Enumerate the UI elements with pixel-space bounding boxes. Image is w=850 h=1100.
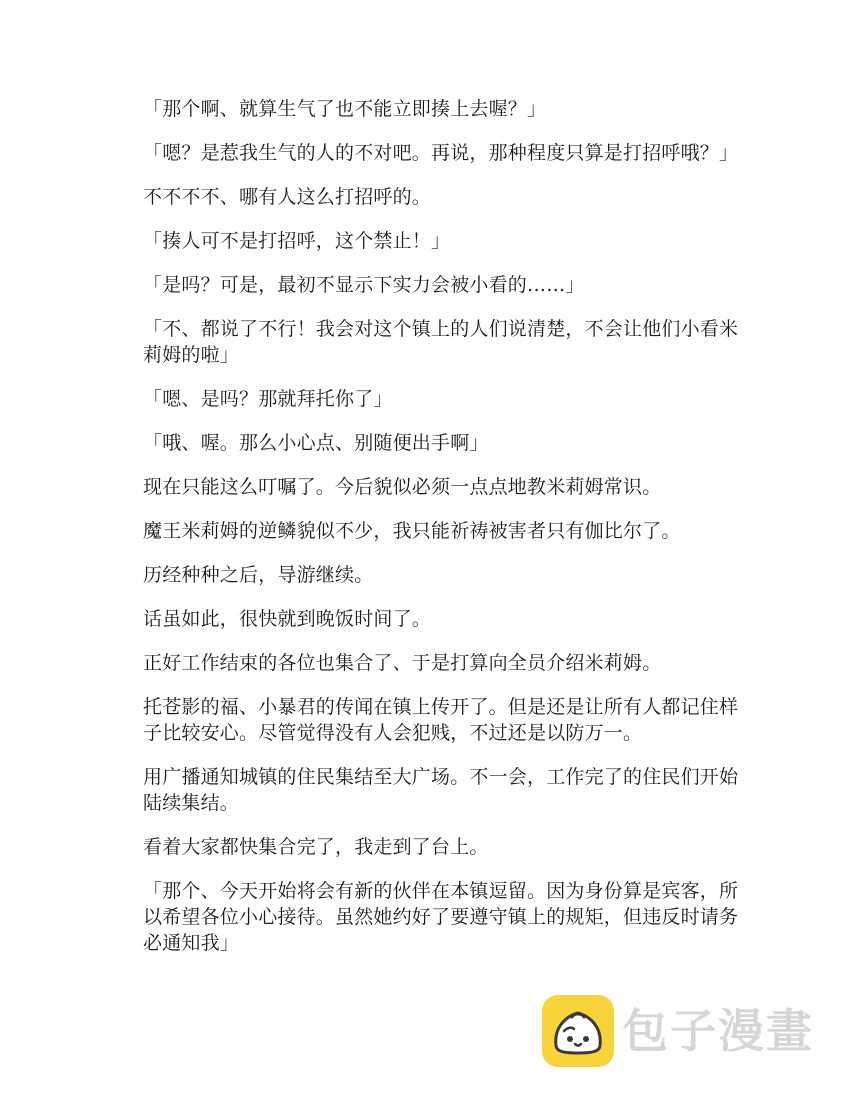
paragraph-14: 托苍影的福、小暴君的传闻在镇上传开了。但是还是让所有人都记住样子比较安心。尽管觉得没有人会犯贱，不过还是以防万一。 (143, 696, 739, 744)
paragraph-17: 「那个、今天开始将会有新的伙伴在本镇逗留。因为身份算是宾客，所以希望各位小心接待。虽然她约好了要遵守镇上的规矩，但违反时请务必通知我」 (143, 880, 739, 954)
paragraph-9: 现在只能这么叮嘱了。今后貌似必须一点点地教米莉姆常识。 (143, 476, 662, 498)
paragraph-5: 「是吗？可是，最初不显示下实力会被小看的……」 (143, 274, 585, 296)
watermark (542, 995, 822, 1067)
paragraph-6: 「不、都说了不行！我会对这个镇上的人们说清楚，不会让他们小看米莉姆的啦」 (143, 318, 739, 366)
paragraph-12: 话虽如此，很快就到晚饭时间了。 (143, 608, 432, 630)
paragraph-3: 不不不不、哪有人这么打招呼的。 (143, 186, 432, 208)
paragraph-11: 历经种种之后，导游继续。 (143, 564, 374, 586)
bun-mascot-icon (542, 995, 614, 1067)
paragraph-1: 「那个啊、就算生气了也不能立即揍上去喔？」 (143, 98, 547, 120)
watermark-text: 包子漫畫 (622, 1004, 814, 1058)
text-body (143, 96, 755, 974)
paragraph-15: 用广播通知城镇的住民集结至大广场。不一会，工作完了的住民们开始陆续集结。 (143, 766, 739, 814)
paragraph-2: 「嗯？是惹我生气的人的不对吧。再说，那种程度只算是打招呼哦？」 (143, 142, 739, 164)
paragraph-4: 「揍人可不是打招呼，这个禁止！」 (143, 230, 451, 252)
paragraph-13: 正好工作结束的各位也集合了、于是打算向全员介绍米莉姆。 (143, 652, 662, 674)
paragraph-8: 「哦、喔。那么小心点、别随便出手啊」 (143, 432, 489, 454)
paragraph-16: 看着大家都快集合完了，我走到了台上。 (143, 836, 489, 858)
paragraph-7: 「嗯、是吗？那就拜托你了」 (143, 388, 393, 410)
paragraph-10: 魔王米莉姆的逆鳞貌似不少，我只能祈祷被害者只有伽比尔了。 (143, 520, 681, 542)
